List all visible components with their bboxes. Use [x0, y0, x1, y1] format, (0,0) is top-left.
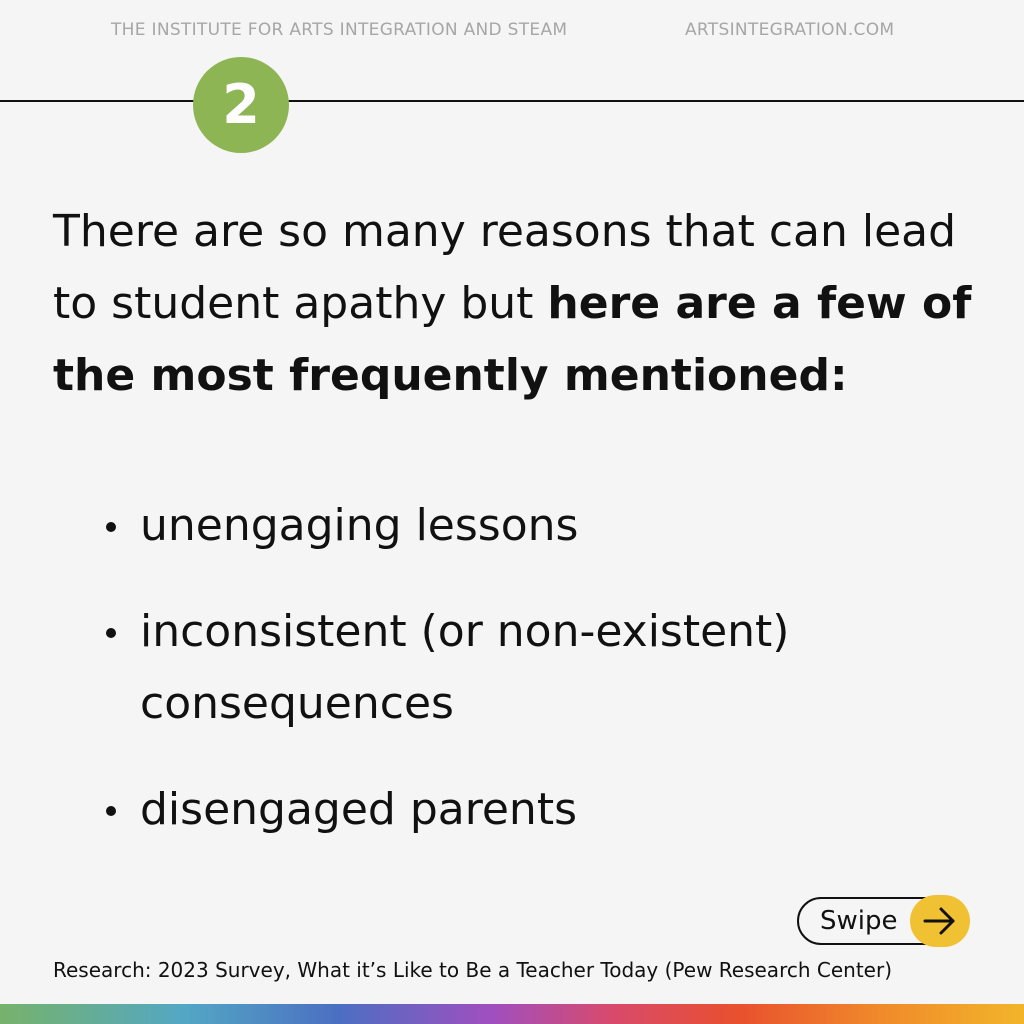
list-item [100, 596, 980, 740]
rainbow-bar [0, 1004, 1024, 1024]
swipe-label: Swipe [820, 906, 898, 936]
list-item-label: unengaging lessons [140, 500, 579, 551]
bullet-icon [106, 628, 116, 638]
header-divider [0, 100, 1024, 102]
org-name: THE INSTITUTE FOR ARTS INTEGRATION AND STEAM [111, 20, 568, 40]
intro-bold: here are a few of the most frequently mentioned: [53, 278, 972, 401]
bullet-icon [106, 522, 116, 532]
list-item [100, 490, 980, 562]
swipe-button[interactable] [797, 897, 967, 945]
source-citation: Research: 2023 Survey, What it’s Like to Be a Teacher Today (Pew Research Center) [53, 958, 892, 982]
intro-text [53, 196, 983, 412]
intro-regular: There are so many reasons that can lead to student apathy but [53, 206, 957, 329]
list-item-label: disengaged parents [140, 784, 577, 835]
slide-number-badge: 2 [193, 57, 289, 153]
bullet-icon [106, 806, 116, 816]
list-item-label: inconsistent (or non-existent) consequences [140, 606, 790, 729]
website-link[interactable]: ARTSINTEGRATION.COM [685, 20, 895, 40]
list-item [100, 774, 980, 846]
reasons-list [100, 490, 980, 846]
arrow-right-icon[interactable] [910, 895, 970, 947]
